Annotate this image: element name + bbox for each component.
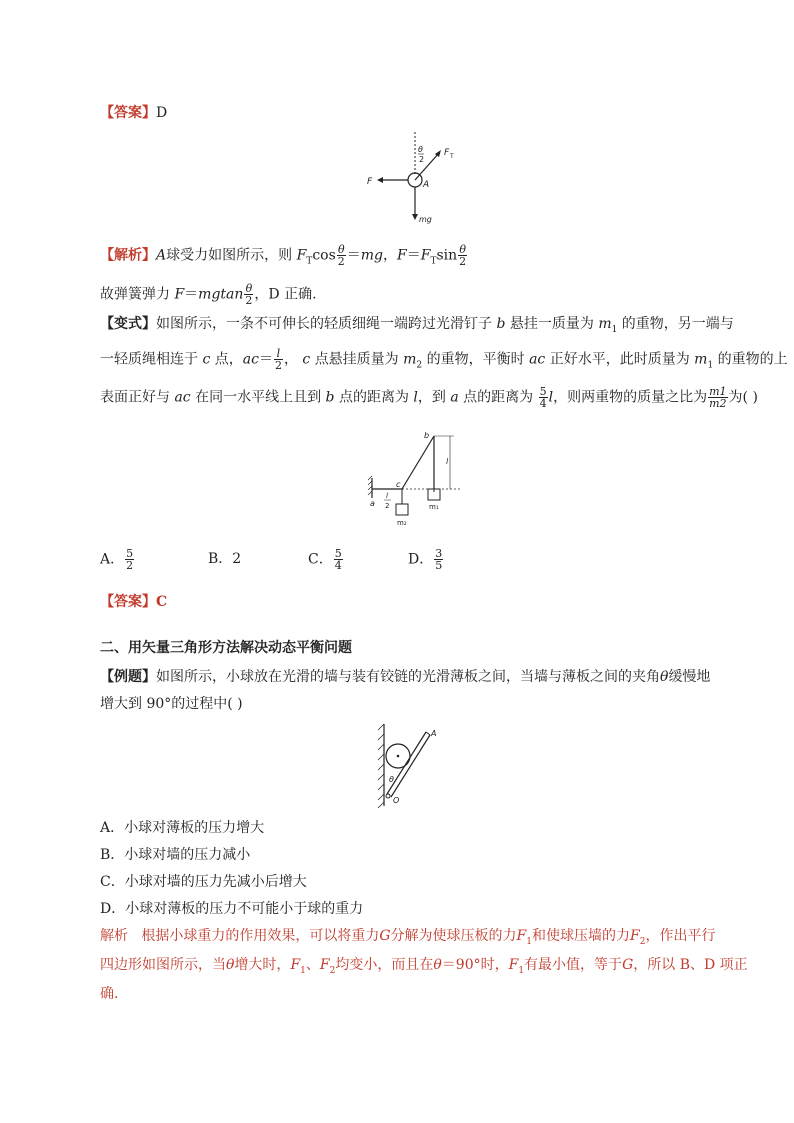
l-over-2: $\frac{l}{2}$ xyxy=(274,347,282,372)
a2-t11: ，所以 B、D 项正 xyxy=(633,957,748,973)
choice-a-frac: $\frac{5}{2}$ xyxy=(126,547,134,572)
example-text-1b: 缓慢地 xyxy=(668,669,711,685)
variant-line-3 xyxy=(100,386,758,409)
equals-3: ＝ xyxy=(184,286,199,303)
theta-over-2-b: $\frac{\theta}{2}$ xyxy=(459,243,467,268)
sub-f1-2: 1 xyxy=(300,965,306,976)
analysis-2-label: 解析 xyxy=(100,928,128,944)
hinge xyxy=(386,794,390,798)
option-a[interactable]: A．小球对薄板的压力增大 xyxy=(100,820,265,836)
ft-sub-label: T xyxy=(450,153,454,160)
variant-text-3b: 在同一水平线上且到 xyxy=(195,389,322,406)
rope-cb xyxy=(402,436,434,489)
answer-2 xyxy=(100,592,167,612)
analysis-label: 【解析】 xyxy=(100,247,156,264)
choice-a[interactable] xyxy=(100,548,135,571)
l-label: l xyxy=(446,457,449,466)
a-label-2: a xyxy=(370,499,375,508)
f-label: F xyxy=(367,177,373,187)
choice-d[interactable] xyxy=(408,548,444,571)
sub-t-2: T xyxy=(430,256,437,267)
choice-d-label: D． xyxy=(408,551,434,568)
variant-label: 【变式】 xyxy=(100,316,156,332)
analysis-text: 球受力如图所示，则 xyxy=(166,247,293,264)
l-symbol: l xyxy=(413,389,418,406)
theta-symbol: θ xyxy=(660,669,669,685)
a2-t4: ，作出平行 xyxy=(645,928,716,944)
gravity-arrowhead xyxy=(412,214,418,220)
answer-label: 【答案】 xyxy=(100,105,156,121)
force-diagram-figure xyxy=(360,130,470,226)
theta-angle-label: θ xyxy=(389,775,394,784)
theta-over-2-c: $\frac{\theta}{2}$ xyxy=(245,282,253,307)
theta-label: θ xyxy=(418,145,423,154)
pulley-diagram-figure xyxy=(360,428,470,532)
weight-m2 xyxy=(396,504,408,515)
answer-value: D xyxy=(156,105,168,121)
variant-text-2f: 正好水平，此时质量为 xyxy=(549,351,690,368)
ft-symbol-2: F xyxy=(420,247,431,264)
cos-text: cos xyxy=(312,247,336,264)
ft-label: F xyxy=(444,148,450,158)
m2-label: m₂ xyxy=(397,519,407,527)
wall-board-figure xyxy=(370,722,436,808)
ball-name: A xyxy=(156,247,167,264)
d-correct-text: ，D 正确. xyxy=(254,286,317,303)
equals: ＝ xyxy=(346,247,361,264)
variant-text-1b: 悬挂一质量为 xyxy=(509,316,594,332)
example-line-1 xyxy=(100,667,710,687)
option-c[interactable]: C．小球对墙的压力先减小后增大 xyxy=(100,874,307,890)
five-over-four: $\frac{5}{4}$ xyxy=(539,385,547,410)
choice-c[interactable] xyxy=(308,548,344,571)
a2-t10: 有最小值，等于 xyxy=(524,957,623,973)
g-symbol: G xyxy=(379,928,391,944)
sub-1b: 1 xyxy=(707,360,714,371)
f-symbol-3: F xyxy=(174,286,185,303)
board-edge-1 xyxy=(387,732,426,794)
a2-t9: ＝90°时， xyxy=(441,957,509,973)
force-f-arrowhead xyxy=(377,177,383,183)
a2-t7: 、 xyxy=(305,957,320,973)
comma-2: ， xyxy=(283,351,298,368)
l-symbol-2: l xyxy=(548,389,554,406)
choice-b-value: 2 xyxy=(232,551,242,567)
sub-f2-2: 2 xyxy=(329,965,336,976)
sub-f2: 2 xyxy=(639,936,646,947)
sub-t: T xyxy=(306,256,313,267)
l2-num-label: l xyxy=(386,492,388,500)
f-symbol: F xyxy=(397,247,407,264)
option-d[interactable]: D．小球对薄板的压力不可能小于球的重力 xyxy=(100,901,364,917)
f1-symbol-2: F xyxy=(290,957,301,973)
option-b[interactable]: B．小球对墙的压力减小 xyxy=(100,847,251,863)
mg-label: mg xyxy=(419,215,432,224)
choice-c-frac: $\frac{5}{4}$ xyxy=(334,547,342,572)
analysis-1-line-2 xyxy=(100,283,317,306)
m-symbol-2: m xyxy=(403,351,417,368)
comma: ， xyxy=(383,247,398,264)
theta-over-2: $\frac{\theta}{2}$ xyxy=(337,243,345,268)
b-symbol-2: b xyxy=(325,389,335,406)
a2-t3: 和使球压墙的力 xyxy=(532,928,630,944)
variant-text-1a: 如图所示，一条不可伸长的轻质细绳一端跨过光滑钉子 xyxy=(156,316,492,332)
sub-1: 1 xyxy=(611,324,618,335)
equals-4: ＝ xyxy=(258,351,273,368)
ac-symbol: ac xyxy=(242,351,259,368)
variant-text-3e: 点的距离为 xyxy=(463,389,534,406)
a2-t6: 增大时， xyxy=(234,957,291,973)
example-label: 【例题】 xyxy=(100,669,156,685)
f1-symbol: F xyxy=(516,928,527,944)
answer-2-value: C xyxy=(156,594,168,610)
analysis-1-line-1 xyxy=(100,244,468,271)
variant-text-2e: 的重物，平衡时 xyxy=(426,351,525,368)
answer-2-label: 【答案】 xyxy=(100,594,156,610)
choice-b-label: B． xyxy=(208,551,233,567)
a-symbol: a xyxy=(450,389,459,406)
two-label: 2 xyxy=(419,155,425,164)
m1-over-m2: $\frac{m1}{m2}$ xyxy=(709,385,727,410)
c-symbol-2: c xyxy=(302,351,311,368)
analysis-2-line-1 xyxy=(100,926,715,952)
sub-f1: 1 xyxy=(526,936,532,947)
variant-text-2b: 点， xyxy=(214,351,243,368)
variant-text-3f: ，则两重物的质量之比为 xyxy=(553,389,708,406)
sin-text: sin xyxy=(436,247,458,264)
choice-d-frac: $\frac{3}{5}$ xyxy=(435,547,443,572)
b-symbol: b xyxy=(496,316,506,332)
ft-symbol: F xyxy=(296,247,307,264)
variant-text-3a: 表面正好与 xyxy=(100,389,170,406)
variant-text-3d: ，到 xyxy=(417,389,446,406)
f2-symbol: F xyxy=(630,928,640,944)
variant-text-3g: 为( ) xyxy=(728,389,758,406)
mg-symbol: mg xyxy=(360,247,384,264)
o-label: O xyxy=(393,796,400,805)
variant-line-2 xyxy=(100,348,788,375)
sub-2: 2 xyxy=(416,360,423,371)
g-symbol-2: G xyxy=(622,957,634,973)
choice-c-label: C． xyxy=(308,551,333,568)
a-board-label: A xyxy=(431,729,436,738)
a2-t8: 均变小，而且在 xyxy=(335,957,434,973)
b-label: b xyxy=(424,431,430,440)
m-symbol-3: m xyxy=(694,351,708,368)
c-label: c xyxy=(396,480,401,489)
ac-symbol-2: ac xyxy=(529,351,546,368)
f1-symbol-3: F xyxy=(508,957,519,973)
variant-text-2g: 的重物的上 xyxy=(717,351,788,368)
spring-force-text: 故弹簧弹力 xyxy=(100,286,170,303)
sub-f1-3: 1 xyxy=(518,965,525,976)
example-text-1: 如图所示，小球放在光滑的墙与装有铰链的光滑薄板之间，当墙与薄板之间的夹角 xyxy=(156,669,660,685)
c-symbol: c xyxy=(202,351,211,368)
m1-label: m₁ xyxy=(429,503,439,511)
a2-t2: 分解为使球压板的力 xyxy=(390,928,517,944)
variant-text-2d: 点悬挂质量为 xyxy=(314,351,399,368)
choice-b[interactable] xyxy=(208,548,241,568)
a2-t1: 根据小球重力的作用效果，可以将重力 xyxy=(141,928,380,944)
choice-a-label: A． xyxy=(100,551,125,568)
theta-symbol-2: θ xyxy=(226,957,235,973)
equals-2: ＝ xyxy=(406,247,421,264)
theta-symbol-3: θ xyxy=(433,957,442,973)
section-2-title: 二、用矢量三角形方法解决动态平衡问题 xyxy=(100,640,352,656)
mgtan-text: mgtan xyxy=(198,286,244,303)
analysis-2-line-3: 确. xyxy=(100,986,119,1002)
variant-text-1c: 的重物，另一端与 xyxy=(621,316,734,332)
analysis-2-line-2 xyxy=(100,955,748,981)
l2-den-label: 2 xyxy=(385,502,390,510)
ac-symbol-3: ac xyxy=(174,389,191,406)
variant-text-2a: 一轻质绳相连于 xyxy=(100,351,198,368)
variant-text-3c: 点的距离为 xyxy=(338,389,409,406)
answer-1 xyxy=(100,103,167,123)
f2-symbol-2: F xyxy=(319,957,330,973)
example-line-2: 增大到 90°的过程中( ) xyxy=(100,696,243,712)
a-label: A xyxy=(423,180,430,190)
a2-t5: 四边形如图所示，当 xyxy=(100,957,226,973)
variant-line-1 xyxy=(100,314,734,340)
m-symbol: m xyxy=(598,316,612,332)
